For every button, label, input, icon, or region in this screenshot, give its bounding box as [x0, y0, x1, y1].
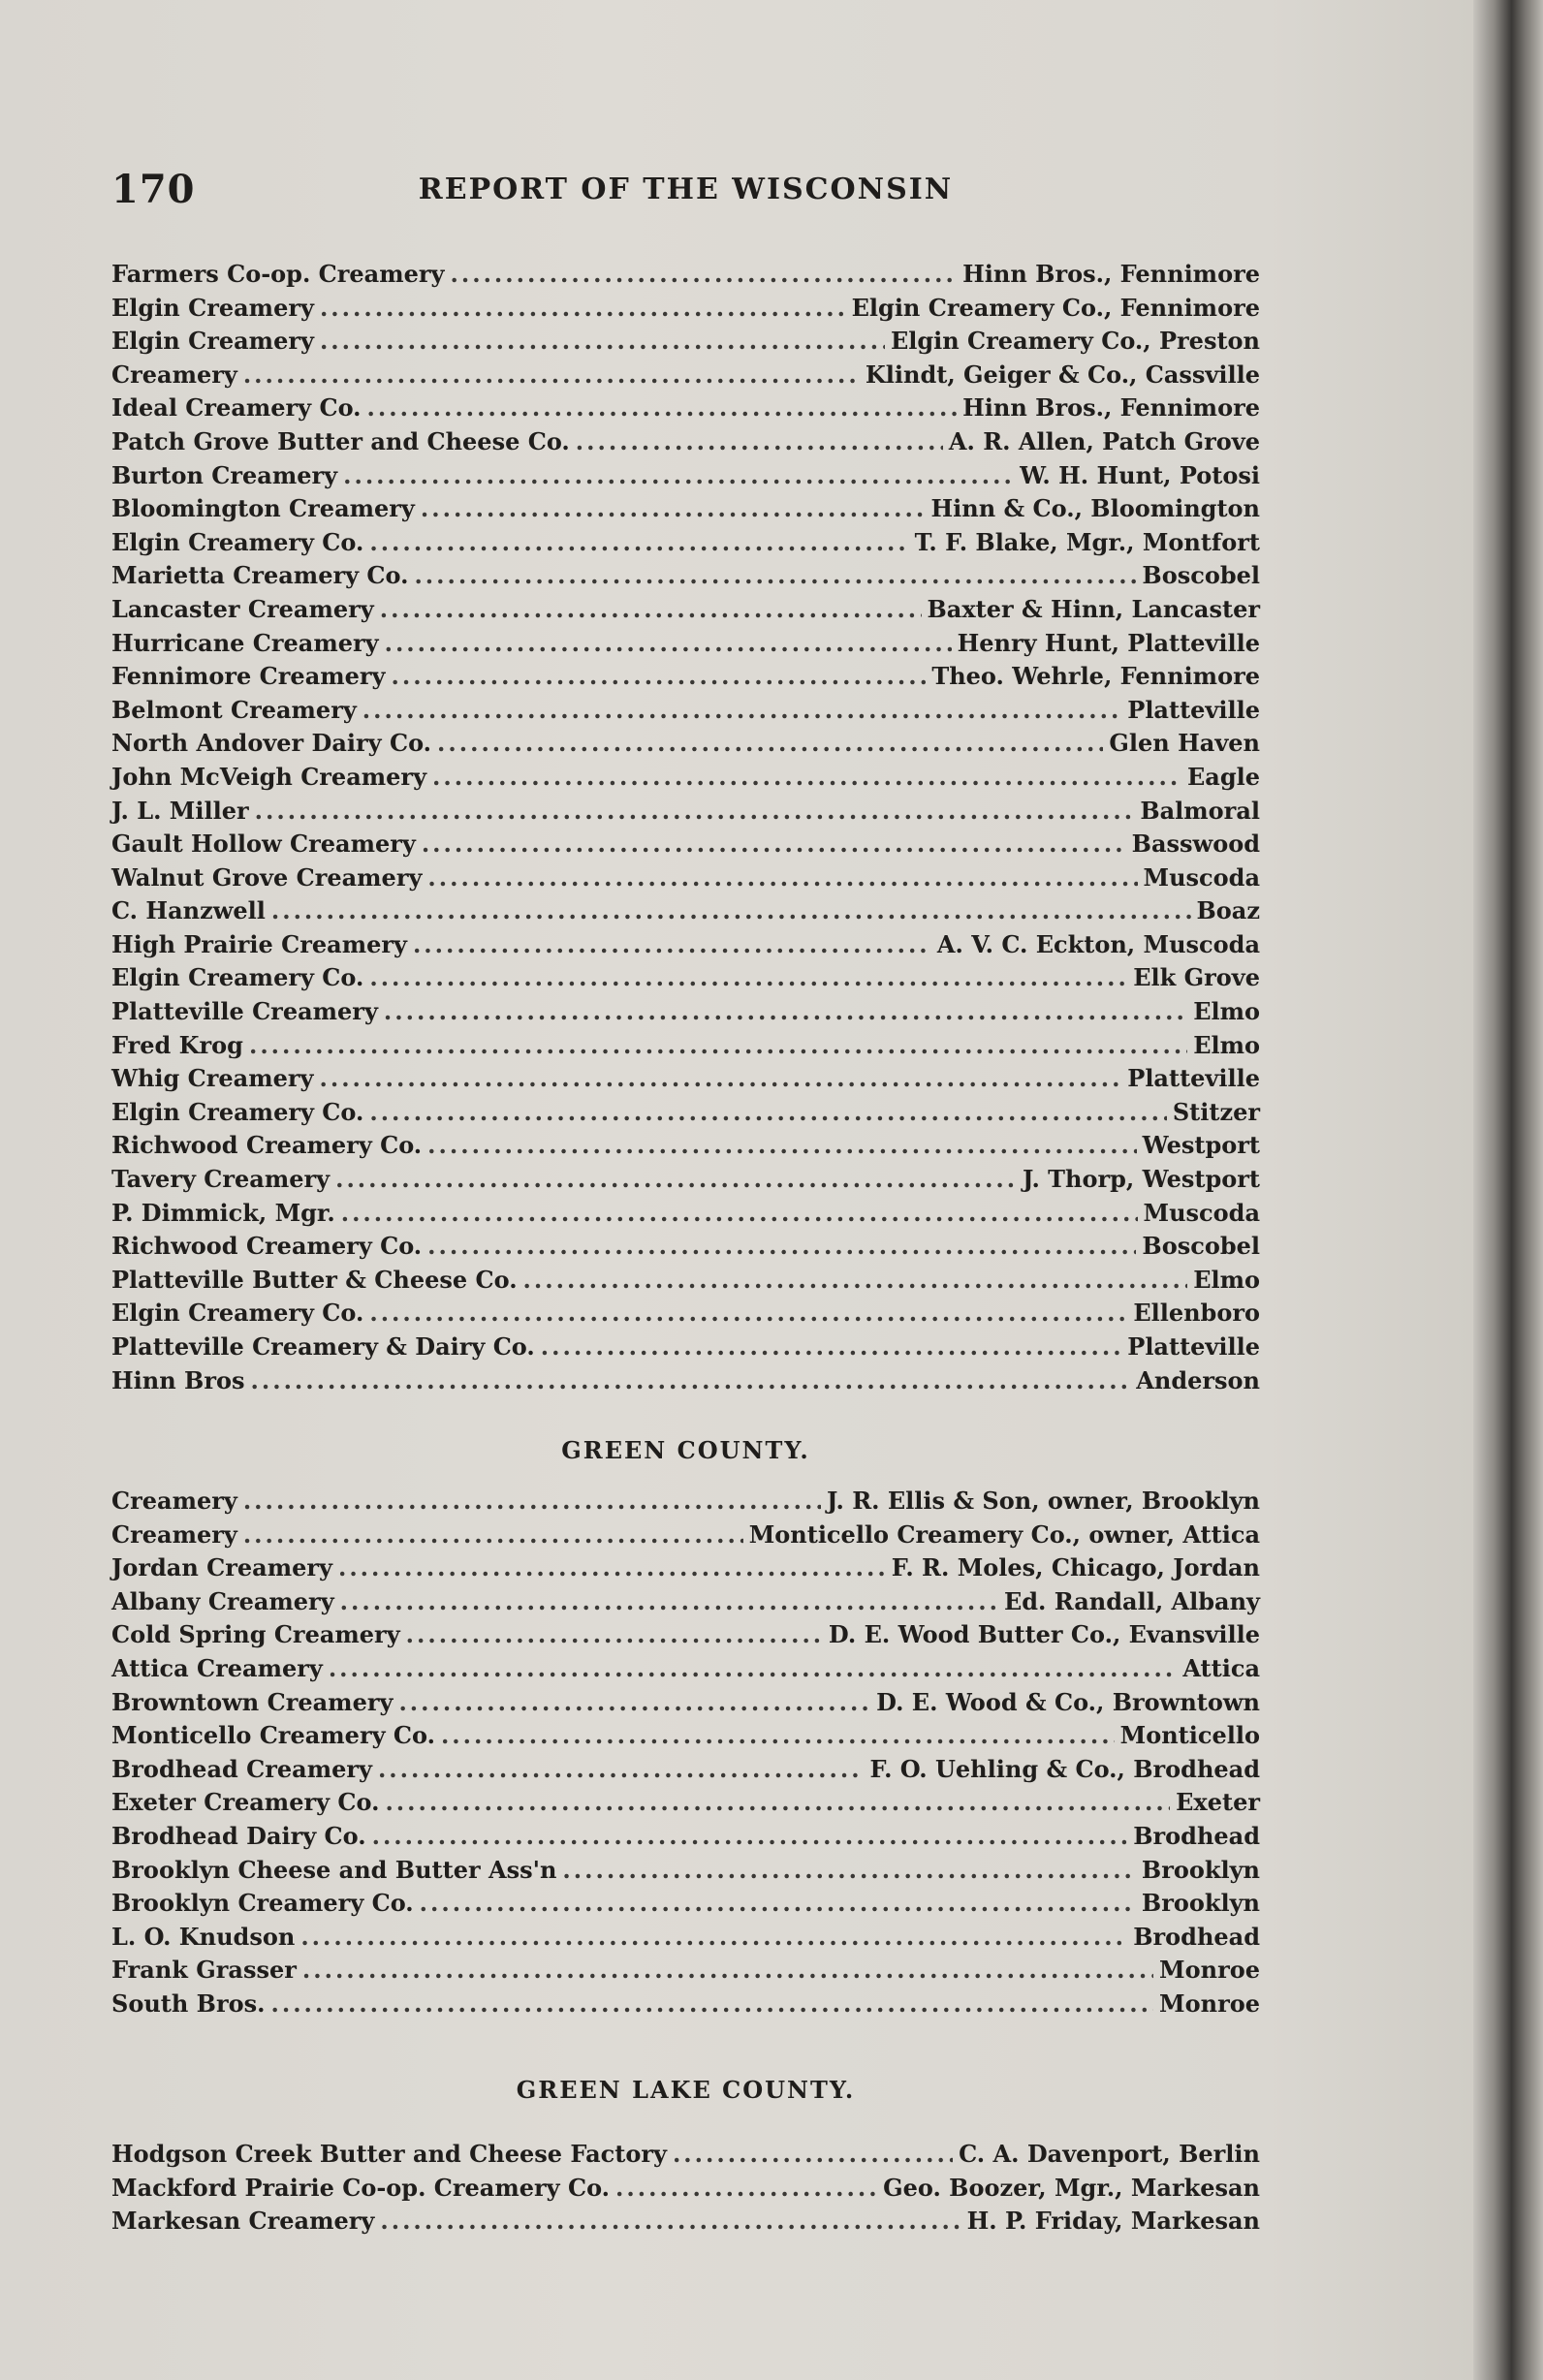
directory-entry — [111, 593, 1260, 627]
creamery-name: Gault Hollow Creamery — [111, 830, 416, 859]
owner-location: Muscoda — [1143, 1198, 1260, 1227]
dot-leader — [437, 727, 1103, 761]
dot-leader — [369, 1096, 1166, 1130]
creamery-name: L. O. Knudson — [111, 1922, 296, 1951]
owner-location: Hinn & Co., Bloomington — [930, 494, 1260, 523]
directory-entry — [111, 1264, 1260, 1298]
directory-entry — [111, 995, 1260, 1029]
owner-location: Elgin Creamery Co., Preston — [890, 327, 1260, 356]
directory-entry — [111, 1230, 1260, 1264]
dot-leader — [300, 1921, 1127, 1955]
creamery-name: John McVeigh Creamery — [111, 762, 427, 791]
creamery-name: South Bros. — [111, 1989, 266, 2018]
creamery-name: Walnut Grove Creamery — [111, 862, 423, 892]
directory-entry — [111, 1854, 1260, 1888]
directory-entry — [111, 391, 1260, 425]
owner-location: Platteville — [1127, 1332, 1260, 1361]
directory-entry — [111, 1686, 1260, 1720]
directory-entry — [111, 1921, 1260, 1955]
county-section-green-lake — [111, 2138, 1260, 2239]
owner-location: Ellenboro — [1133, 1299, 1260, 1328]
creamery-name: Brodhead Dairy Co. — [111, 1821, 366, 1850]
owner-location: Platteville — [1127, 1064, 1260, 1093]
creamery-name: Browntown Creamery — [111, 1687, 394, 1716]
dot-leader — [320, 325, 885, 359]
creamery-name: Attica Creamery — [111, 1653, 323, 1682]
owner-location: Monroe — [1159, 1956, 1260, 1985]
directory-entry — [111, 1887, 1260, 1921]
dot-leader — [320, 292, 846, 326]
directory-entry — [111, 1129, 1260, 1163]
owner-location: Hinn Bros., Fennimore — [962, 260, 1260, 288]
dot-leader — [385, 627, 952, 661]
directory-entry — [111, 1331, 1260, 1364]
owner-location: Glen Haven — [1109, 729, 1260, 758]
dot-leader — [255, 795, 1135, 829]
directory-entry — [111, 627, 1260, 661]
directory-entry — [111, 1585, 1260, 1619]
directory-entry — [111, 425, 1260, 459]
directory-entry — [111, 325, 1260, 359]
creamery-name: High Prairie Creamery — [111, 929, 407, 958]
dot-leader — [673, 2138, 953, 2172]
owner-location: Eagle — [1186, 762, 1260, 791]
directory-entry — [111, 828, 1260, 861]
directory-entry — [111, 526, 1260, 560]
directory-entry — [111, 1551, 1260, 1585]
owner-location: Monroe — [1159, 1989, 1260, 2018]
dot-leader — [378, 1753, 864, 1787]
owner-location: Hinn Bros., Fennimore — [962, 393, 1260, 423]
creamery-name: C. Hanzwell — [111, 896, 266, 925]
creamery-name: Lancaster Creamery — [111, 594, 374, 623]
creamery-name: Tavery Creamery — [111, 1165, 331, 1194]
owner-location: C. A. Davenport, Berlin — [959, 2140, 1260, 2168]
creamery-name: Brooklyn Creamery Co. — [111, 1889, 414, 1918]
owner-location: Theo. Wehrle, Fennimore — [931, 662, 1260, 691]
owner-location: Geo. Boozer, Mgr., Markesan — [883, 2173, 1260, 2202]
county-heading-green-lake: GREEN LAKE COUNTY. — [516, 2076, 856, 2104]
dot-leader — [243, 1485, 821, 1519]
directory-entry — [111, 928, 1260, 962]
dot-leader — [243, 1519, 743, 1552]
directory-entry — [111, 1197, 1260, 1231]
dot-leader — [369, 961, 1127, 995]
directory-entry — [111, 1719, 1260, 1753]
dot-leader — [384, 995, 1187, 1029]
owner-location: Monticello — [1119, 1721, 1260, 1750]
directory-entry — [111, 1096, 1260, 1130]
dot-leader — [367, 391, 958, 425]
creamery-name: Cold Spring Creamery — [111, 1620, 400, 1649]
dot-leader — [341, 1197, 1138, 1231]
dot-leader — [562, 1854, 1135, 1888]
owner-location: F. O. Uehling & Co., Brodhead — [869, 1754, 1260, 1783]
owner-location: Stitzer — [1172, 1097, 1260, 1126]
creamery-name: Elgin Creamery — [111, 293, 314, 322]
creamery-name: Patch Grove Butter and Cheese Co. — [111, 426, 570, 455]
directory-entry — [111, 2172, 1260, 2206]
creamery-name: Hodgson Creek Butter and Cheese Factory — [111, 2140, 667, 2168]
creamery-name: Markesan Creamery — [111, 2207, 375, 2236]
creamery-name: Bloomington Creamery — [111, 494, 415, 523]
dot-leader — [243, 359, 860, 392]
owner-location: Muscoda — [1143, 862, 1260, 892]
owner-location: D. E. Wood & Co., Browntown — [876, 1687, 1260, 1716]
owner-location: Baxter & Hinn, Lancaster — [927, 594, 1260, 623]
creamery-name: Brooklyn Cheese and Butter Ass'n — [111, 1855, 557, 1884]
creamery-name: Fennimore Creamery — [111, 662, 386, 691]
dot-leader — [343, 459, 1014, 493]
owner-location: Westport — [1142, 1131, 1260, 1160]
owner-location: Brooklyn — [1141, 1855, 1260, 1884]
running-title: REPORT OF THE WISCONSIN — [418, 172, 954, 206]
dot-leader — [541, 1331, 1122, 1364]
creamery-name: Creamery — [111, 1519, 237, 1549]
creamery-name: Frank Grasser — [111, 1956, 297, 1985]
owner-location: Monticello Creamery Co., owner, Attica — [748, 1519, 1260, 1549]
dot-leader — [414, 559, 1136, 593]
dot-leader — [451, 258, 958, 292]
directory-entry — [111, 359, 1260, 392]
dot-leader — [413, 928, 931, 962]
owner-location: Klindt, Geiger & Co., Cassville — [865, 360, 1260, 389]
creamery-name: Richwood Creamery Co. — [111, 1131, 423, 1160]
creamery-name: Monticello Creamery Co. — [111, 1721, 435, 1750]
creamery-name: Elgin Creamery Co. — [111, 1097, 364, 1126]
dot-leader — [615, 2172, 877, 2206]
creamery-name: Platteville Butter & Cheese Co. — [111, 1265, 518, 1294]
directory-entry — [111, 1519, 1260, 1552]
county-section-green — [111, 1485, 1260, 2021]
dot-leader — [249, 1029, 1187, 1063]
owner-location: W. H. Hunt, Potosi — [1020, 460, 1260, 489]
owner-location: Ed. Randall, Albany — [1003, 1586, 1260, 1615]
directory-entry — [111, 492, 1260, 526]
dot-leader — [251, 1364, 1131, 1398]
owner-location: H. P. Friday, Markesan — [966, 2207, 1260, 2236]
creamery-name: Creamery — [111, 360, 237, 389]
directory-entry — [111, 1364, 1260, 1398]
owner-location: Henry Hunt, Platteville — [957, 628, 1260, 657]
owner-location: Anderson — [1136, 1365, 1260, 1394]
owner-location: Brooklyn — [1141, 1889, 1260, 1918]
owner-location: Elk Grove — [1133, 963, 1260, 992]
creamery-name: Whig Creamery — [111, 1064, 314, 1093]
dot-leader — [523, 1264, 1188, 1298]
owner-location: Elgin Creamery Co., Fennimore — [851, 293, 1260, 322]
dot-leader — [432, 761, 1181, 795]
creamery-name: Albany Creamery — [111, 1586, 334, 1615]
directory-entry — [111, 559, 1260, 593]
owner-location: Attica — [1182, 1653, 1260, 1682]
directory-entry — [111, 1029, 1260, 1063]
directory-entry — [111, 1297, 1260, 1331]
dot-leader — [385, 1786, 1170, 1820]
directory-entry — [111, 1652, 1260, 1686]
directory-entry — [111, 1163, 1260, 1197]
creamery-name: North Andover Dairy Co. — [111, 729, 432, 758]
directory-entry — [111, 1786, 1260, 1820]
directory-entry — [111, 1820, 1260, 1854]
dot-leader — [372, 1820, 1128, 1854]
owner-location: A. V. C. Eckton, Muscoda — [936, 929, 1260, 958]
dot-leader — [369, 526, 908, 560]
directory-entry — [111, 292, 1260, 326]
owner-location: Elmo — [1193, 1265, 1260, 1294]
book-gutter — [1473, 0, 1543, 2380]
creamery-name: Belmont Creamery — [111, 695, 357, 724]
county-section-continued — [111, 258, 1260, 1397]
dot-leader — [406, 1618, 823, 1652]
creamery-name: Exeter Creamery Co. — [111, 1788, 380, 1817]
creamery-name: J. L. Miller — [111, 796, 249, 825]
owner-location: Balmoral — [1140, 796, 1260, 825]
creamery-name: Hurricane Creamery — [111, 628, 379, 657]
dot-leader — [392, 660, 927, 694]
owner-location: A. R. Allen, Patch Grove — [948, 426, 1260, 455]
creamery-name: Burton Creamery — [111, 460, 338, 489]
dot-leader — [362, 694, 1121, 728]
page-header — [111, 167, 1260, 215]
creamery-name: Hinn Bros — [111, 1365, 245, 1394]
creamery-name: Farmers Co-op. Creamery — [111, 260, 445, 288]
creamery-name: Elgin Creamery — [111, 327, 314, 356]
creamery-name: Ideal Creamery Co. — [111, 393, 362, 423]
directory-entry — [111, 727, 1260, 761]
owner-location: Brodhead — [1133, 1821, 1260, 1850]
creamery-name: P. Dimmick, Mgr. — [111, 1198, 335, 1227]
creamery-name: Elgin Creamery Co. — [111, 1299, 364, 1328]
owner-location: Platteville — [1127, 695, 1260, 724]
dot-leader — [380, 593, 922, 627]
county-heading-green: GREEN COUNTY. — [561, 1436, 810, 1464]
owner-location: Elmo — [1193, 1030, 1260, 1059]
directory-entry — [111, 1753, 1260, 1787]
dot-leader — [329, 1652, 1178, 1686]
dot-leader — [422, 828, 1126, 861]
directory-entry — [111, 1062, 1260, 1096]
dot-leader — [271, 894, 1191, 928]
page-number: 170 — [111, 167, 196, 212]
dot-leader — [340, 1585, 998, 1619]
directory-entry — [111, 694, 1260, 728]
directory-entry — [111, 861, 1260, 895]
owner-location: Basswood — [1131, 830, 1260, 859]
owner-location: Exeter — [1176, 1788, 1260, 1817]
dot-leader — [576, 425, 943, 459]
creamery-name: Brodhead Creamery — [111, 1754, 372, 1783]
creamery-name: Fred Krog — [111, 1030, 243, 1059]
creamery-name: Creamery — [111, 1487, 237, 1515]
owner-location: J. R. Ellis & Son, owner, Brooklyn — [827, 1487, 1260, 1515]
owner-location: Boscobel — [1142, 1232, 1260, 1261]
owner-location: J. Thorp, Westport — [1022, 1165, 1260, 1194]
creamery-name: Platteville Creamery — [111, 997, 378, 1026]
directory-entry — [111, 961, 1260, 995]
creamery-name: Elgin Creamery Co. — [111, 527, 364, 556]
owner-location: D. E. Wood Butter Co., Evansville — [828, 1620, 1260, 1649]
creamery-name: Platteville Creamery & Dairy Co. — [111, 1332, 535, 1361]
owner-location: T. F. Blake, Mgr., Montfort — [914, 527, 1260, 556]
dot-leader — [427, 1230, 1136, 1264]
dot-leader — [380, 2205, 960, 2239]
directory-entry — [111, 1485, 1260, 1519]
dot-leader — [427, 861, 1137, 895]
directory-entry — [111, 660, 1260, 694]
directory-entry — [111, 459, 1260, 493]
creamery-name: Richwood Creamery Co. — [111, 1232, 423, 1261]
directory-entry — [111, 1618, 1260, 1652]
dot-leader — [369, 1297, 1127, 1331]
directory-entry — [111, 2138, 1260, 2172]
dot-leader — [319, 1062, 1121, 1096]
directory-entry — [111, 795, 1260, 829]
dot-leader — [421, 492, 926, 526]
directory-entry — [111, 761, 1260, 795]
dot-leader — [302, 1954, 1153, 1988]
dot-leader — [441, 1719, 1115, 1753]
creamery-name: Marietta Creamery Co. — [111, 561, 409, 590]
creamery-name: Jordan Creamery — [111, 1553, 332, 1582]
directory-entry — [111, 2205, 1260, 2239]
dot-leader — [427, 1129, 1136, 1163]
dot-leader — [398, 1686, 870, 1720]
creamery-name: Mackford Prairie Co-op. Creamery Co. — [111, 2173, 611, 2202]
owner-location: F. R. Moles, Chicago, Jordan — [891, 1553, 1260, 1582]
directory-entry — [111, 258, 1260, 292]
creamery-name: Elgin Creamery Co. — [111, 963, 364, 992]
owner-location: Elmo — [1193, 997, 1260, 1026]
directory-entry — [111, 1988, 1260, 2021]
owner-location: Boscobel — [1142, 561, 1260, 590]
owner-location: Boaz — [1196, 896, 1260, 925]
dot-leader — [338, 1551, 886, 1585]
dot-leader — [335, 1163, 1017, 1197]
dot-leader — [270, 1988, 1153, 2021]
directory-entry — [111, 1954, 1260, 1988]
directory-entry — [111, 894, 1260, 928]
dot-leader — [420, 1887, 1136, 1921]
owner-location: Brodhead — [1133, 1922, 1260, 1951]
